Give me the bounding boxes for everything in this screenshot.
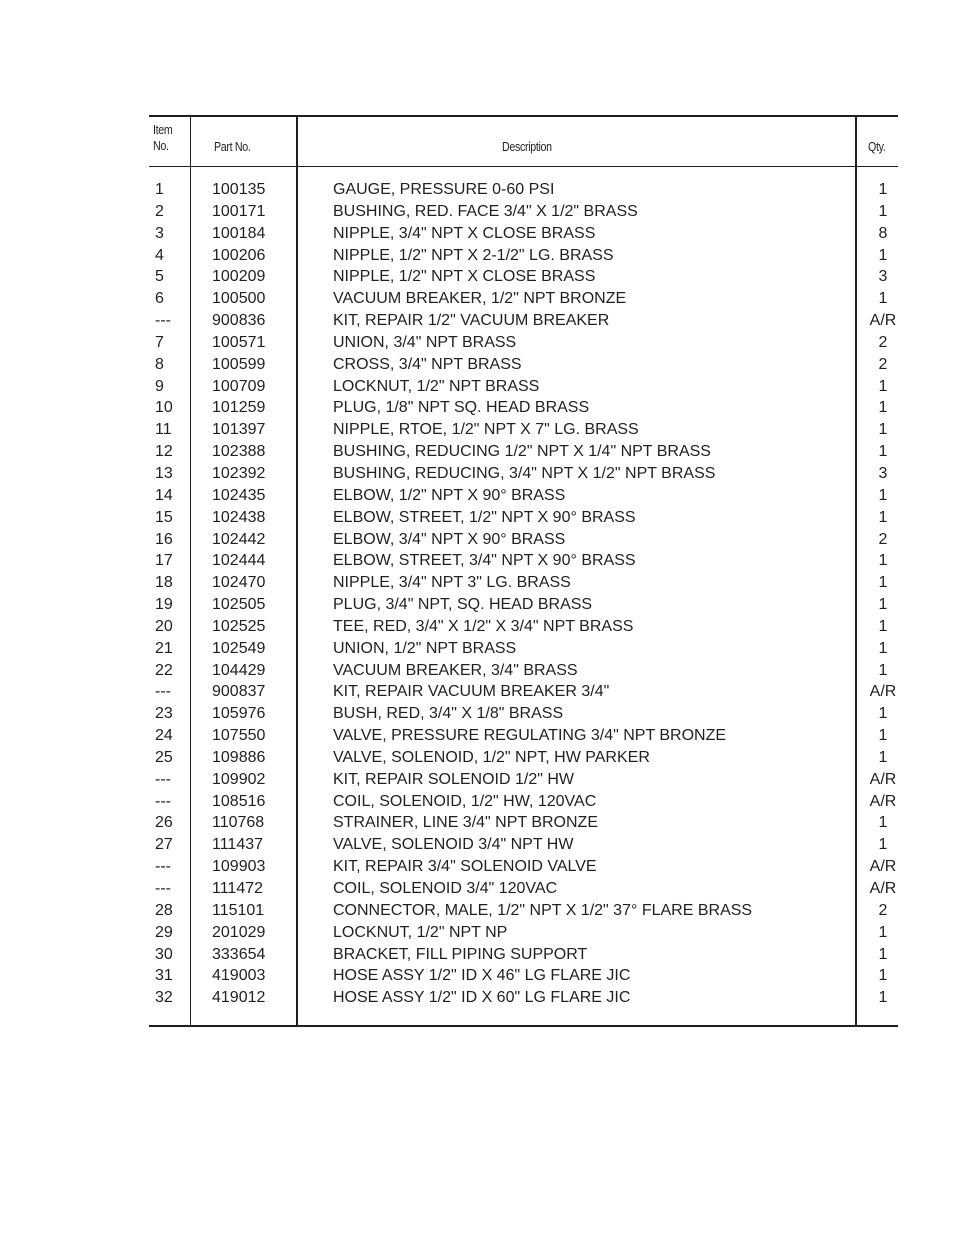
quantity-cell: 3 — [878, 464, 888, 482]
quantity-cell: 1 — [878, 399, 888, 417]
description-cell: NIPPLE, 1/2" NPT X 2-1/2" LG. BRASS — [333, 246, 614, 264]
quantity-cell: A/R — [869, 880, 897, 897]
quantity-cell: 1 — [878, 989, 888, 1007]
table-row — [149, 594, 898, 616]
item-number-cell: 3 — [155, 224, 164, 242]
quantity-cell: 1 — [878, 617, 888, 635]
description-cell: CONNECTOR, MALE, 1/2" NPT X 1/2" 37° FLARE BRASS — [333, 901, 753, 919]
table-row — [149, 310, 898, 332]
part-number-cell: 100206 — [212, 246, 266, 264]
item-number-cell: 20 — [155, 617, 173, 635]
part-number-cell: 104429 — [212, 661, 266, 679]
description-cell: NIPPLE, 1/2" NPT X CLOSE BRASS — [333, 268, 596, 286]
table-row — [149, 419, 898, 441]
quantity-cell: 2 — [878, 530, 888, 548]
header-part-no: Part No. — [214, 139, 251, 154]
part-number-cell: 102435 — [212, 486, 266, 504]
table-row — [149, 485, 898, 507]
part-number-cell: 102470 — [212, 574, 266, 592]
quantity-cell: 1 — [878, 552, 888, 570]
part-number-cell: 111472 — [212, 880, 264, 897]
table-row — [149, 747, 898, 769]
quantity-cell: 8 — [878, 224, 888, 242]
part-number-cell: 100500 — [212, 290, 266, 308]
description-cell: VACUUM BREAKER, 3/4" BRASS — [333, 661, 578, 679]
table-row — [149, 201, 898, 223]
part-number-cell: 109902 — [212, 770, 266, 788]
quantity-cell: 2 — [878, 333, 888, 351]
table-row — [149, 965, 898, 987]
description-cell: PLUG, 3/4" NPT, SQ. HEAD BRASS — [333, 596, 593, 614]
quantity-cell: 1 — [878, 748, 888, 766]
description-cell: NIPPLE, 3/4" NPT 3" LG. BRASS — [333, 574, 571, 592]
item-number-cell: 4 — [155, 246, 164, 264]
item-number-cell: --- — [155, 792, 171, 810]
table-row — [149, 834, 898, 856]
table-row — [149, 987, 898, 1009]
table-bottom-rule — [149, 1025, 898, 1027]
parts-list-table — [149, 115, 898, 1027]
table-row — [149, 769, 898, 791]
part-number-cell: 100184 — [212, 224, 266, 242]
part-number-cell: 102444 — [212, 552, 266, 570]
part-number-cell: 419003 — [212, 967, 266, 985]
quantity-cell: 1 — [878, 202, 888, 220]
quantity-cell: A/R — [869, 312, 897, 330]
table-row — [149, 616, 898, 638]
quantity-cell: 1 — [878, 727, 888, 745]
item-number-cell: 23 — [155, 705, 173, 723]
quantity-cell: 1 — [878, 945, 888, 963]
quantity-cell: 1 — [878, 421, 888, 439]
description-cell: BRACKET, FILL PIPING SUPPORT — [333, 945, 588, 963]
quantity-cell: 1 — [878, 596, 888, 614]
item-number-cell: 18 — [155, 574, 173, 592]
description-cell: NIPPLE, RTOE, 1/2" NPT X 7" LG. BRASS — [333, 421, 639, 439]
quantity-cell: 1 — [878, 508, 888, 526]
table-row — [149, 223, 898, 245]
description-cell: BUSHING, REDUCING 1/2" NPT X 1/4" NPT BRASS — [333, 443, 711, 461]
part-number-cell: 107550 — [212, 727, 266, 745]
part-number-cell: 108516 — [212, 792, 266, 810]
description-cell: ELBOW, STREET, 3/4" NPT X 90° BRASS — [333, 552, 636, 570]
part-number-cell: 900836 — [212, 312, 266, 330]
item-number-cell: --- — [155, 683, 171, 701]
item-number-cell: 11 — [155, 421, 172, 439]
table-row — [149, 550, 898, 572]
description-cell: KIT, REPAIR SOLENOID 1/2" HW — [333, 770, 574, 788]
table-body — [149, 179, 898, 1009]
quantity-cell: A/R — [869, 770, 897, 788]
table-row — [149, 791, 898, 813]
description-cell: UNION, 3/4" NPT BRASS — [333, 333, 517, 351]
table-row — [149, 376, 898, 398]
item-number-cell: --- — [155, 770, 171, 788]
item-number-cell: 6 — [155, 290, 164, 308]
description-cell: VALVE, SOLENOID, 1/2" NPT, HW PARKER — [333, 748, 650, 766]
table-row — [149, 572, 898, 594]
header-bottom-rule — [149, 166, 898, 167]
description-cell: CROSS, 3/4" NPT BRASS — [333, 355, 522, 373]
description-cell: VALVE, PRESSURE REGULATING 3/4" NPT BRONZE — [333, 727, 727, 745]
item-number-cell: 24 — [155, 727, 173, 745]
table-row — [149, 288, 898, 310]
quantity-cell: 1 — [878, 377, 888, 395]
part-number-cell: 100209 — [212, 268, 266, 286]
table-row — [149, 878, 898, 900]
description-cell: VACUUM BREAKER, 1/2" NPT BRONZE — [333, 290, 627, 308]
quantity-cell: 1 — [878, 246, 888, 264]
part-number-cell: 333654 — [212, 945, 266, 963]
part-number-cell: 100709 — [212, 377, 266, 395]
item-number-cell: 30 — [155, 945, 173, 963]
part-number-cell: 100135 — [212, 181, 266, 198]
item-number-cell: --- — [155, 858, 171, 876]
table-row — [149, 681, 898, 703]
quantity-cell: 2 — [878, 901, 888, 919]
table-row — [149, 463, 898, 485]
item-number-cell: 28 — [155, 901, 173, 919]
description-cell: ELBOW, STREET, 1/2" NPT X 90° BRASS — [333, 508, 636, 526]
part-number-cell: 105976 — [212, 705, 266, 723]
item-number-cell: 14 — [155, 486, 173, 504]
item-number-cell: 32 — [155, 989, 173, 1007]
description-cell: BUSH, RED, 3/4" X 1/8" BRASS — [333, 705, 564, 723]
item-number-cell: 10 — [155, 399, 173, 417]
item-number-cell: 2 — [155, 202, 164, 220]
description-cell: VALVE, SOLENOID 3/4" NPT HW — [333, 836, 574, 854]
table-row — [149, 179, 898, 201]
table-row — [149, 332, 898, 354]
part-number-cell: 109886 — [212, 748, 266, 766]
part-number-cell: 102392 — [212, 464, 266, 482]
description-cell: LOCKNUT, 1/2" NPT BRASS — [333, 377, 540, 395]
table-row — [149, 507, 898, 529]
table-row — [149, 856, 898, 878]
item-number-cell: 17 — [155, 552, 173, 570]
quantity-cell: 1 — [878, 181, 888, 198]
item-number-cell: --- — [155, 312, 171, 330]
quantity-cell: 1 — [878, 574, 888, 592]
table-row — [149, 812, 898, 834]
description-cell: KIT, REPAIR VACUUM BREAKER 3/4" — [333, 683, 610, 701]
header-item-no — [153, 122, 172, 154]
part-number-cell: 100599 — [212, 355, 266, 373]
quantity-cell: 1 — [878, 443, 888, 461]
quantity-cell: 1 — [878, 486, 888, 504]
part-number-cell: 900837 — [212, 683, 266, 701]
item-number-cell: 19 — [155, 596, 173, 614]
item-number-cell: 25 — [155, 748, 173, 766]
part-number-cell: 102525 — [212, 617, 266, 635]
part-number-cell: 111437 — [212, 836, 264, 854]
description-cell: KIT, REPAIR 3/4" SOLENOID VALVE — [333, 858, 597, 876]
table-row — [149, 245, 898, 267]
description-cell: UNION, 1/2" NPT BRASS — [333, 639, 517, 657]
header-description: Description — [502, 139, 552, 154]
description-cell: BUSHING, RED. FACE 3/4" X 1/2" BRASS — [333, 202, 638, 220]
description-cell: STRAINER, LINE 3/4" NPT BRONZE — [333, 814, 598, 832]
table-row — [149, 660, 898, 682]
part-number-cell: 109903 — [212, 858, 266, 876]
quantity-cell: 1 — [878, 705, 888, 723]
part-number-cell: 102505 — [212, 596, 266, 614]
description-cell: HOSE ASSY 1/2" ID X 46" LG FLARE JIC — [333, 967, 631, 985]
table-row — [149, 441, 898, 463]
description-cell: PLUG, 1/8" NPT SQ. HEAD BRASS — [333, 399, 590, 417]
item-number-cell: 15 — [155, 508, 173, 526]
header-item-line2: No. — [153, 138, 169, 153]
part-number-cell: 110768 — [212, 814, 265, 832]
description-cell: HOSE ASSY 1/2" ID X 60" LG FLARE JIC — [333, 989, 631, 1007]
quantity-cell: A/R — [869, 858, 897, 876]
description-cell: ELBOW, 3/4" NPT X 90° BRASS — [333, 530, 566, 548]
item-number-cell: 26 — [155, 814, 173, 832]
item-number-cell: 16 — [155, 530, 173, 548]
item-number-cell: 21 — [155, 639, 173, 657]
item-number-cell: 5 — [155, 268, 164, 286]
description-cell: TEE, RED, 3/4" X 1/2" X 3/4" NPT BRASS — [333, 617, 634, 635]
table-row — [149, 725, 898, 747]
part-number-cell: 101397 — [212, 421, 266, 439]
description-cell: ELBOW, 1/2" NPT X 90° BRASS — [333, 486, 566, 504]
quantity-cell: 2 — [878, 355, 888, 373]
item-number-cell: 22 — [155, 661, 173, 679]
quantity-cell: 1 — [878, 814, 888, 832]
description-cell: NIPPLE, 3/4" NPT X CLOSE BRASS — [333, 224, 596, 242]
quantity-cell: 1 — [878, 661, 888, 679]
quantity-cell: 1 — [878, 290, 888, 308]
item-number-cell: 31 — [155, 967, 173, 985]
item-number-cell: 13 — [155, 464, 173, 482]
header-qty: Qty. — [868, 139, 886, 154]
quantity-cell: 1 — [878, 836, 888, 854]
table-row — [149, 354, 898, 376]
item-number-cell: 12 — [155, 443, 173, 461]
quantity-cell: 1 — [878, 923, 888, 941]
description-cell: COIL, SOLENOID, 1/2" HW, 120VAC — [333, 792, 597, 810]
table-row — [149, 944, 898, 966]
part-number-cell: 201029 — [212, 923, 266, 941]
description-cell: LOCKNUT, 1/2" NPT NP — [333, 923, 508, 941]
part-number-cell: 102549 — [212, 639, 266, 657]
quantity-cell: 1 — [878, 639, 888, 657]
part-number-cell: 102442 — [212, 530, 266, 548]
table-row — [149, 703, 898, 725]
part-number-cell: 115101 — [212, 901, 265, 919]
table-row — [149, 397, 898, 419]
table-row — [149, 638, 898, 660]
table-row — [149, 529, 898, 551]
part-number-cell: 101259 — [212, 399, 266, 417]
item-number-cell: 1 — [155, 181, 164, 198]
header-item-line1: Item — [153, 122, 173, 137]
description-cell: KIT, REPAIR 1/2" VACUUM BREAKER — [333, 312, 610, 330]
description-cell: BUSHING, REDUCING, 3/4" NPT X 1/2" NPT BRASS — [333, 464, 716, 482]
item-number-cell: 27 — [155, 836, 173, 854]
item-number-cell: 8 — [155, 355, 164, 373]
quantity-cell: A/R — [869, 683, 897, 701]
item-number-cell: --- — [155, 880, 171, 897]
item-number-cell: 9 — [155, 377, 164, 395]
table-top-rule — [149, 115, 898, 117]
part-number-cell: 102438 — [212, 508, 266, 526]
part-number-cell: 100171 — [212, 202, 266, 220]
quantity-cell: A/R — [869, 792, 897, 810]
quantity-cell: 1 — [878, 967, 888, 985]
part-number-cell: 419012 — [212, 989, 266, 1007]
table-row — [149, 266, 898, 288]
description-cell: COIL, SOLENOID 3/4" 120VAC — [333, 880, 558, 897]
item-number-cell: 29 — [155, 923, 173, 941]
description-cell: GAUGE, PRESSURE 0-60 PSI — [333, 181, 555, 198]
part-number-cell: 102388 — [212, 443, 266, 461]
item-number-cell: 7 — [155, 333, 164, 351]
table-row — [149, 900, 898, 922]
quantity-cell: 3 — [878, 268, 888, 286]
table-row — [149, 922, 898, 944]
part-number-cell: 100571 — [212, 333, 266, 351]
